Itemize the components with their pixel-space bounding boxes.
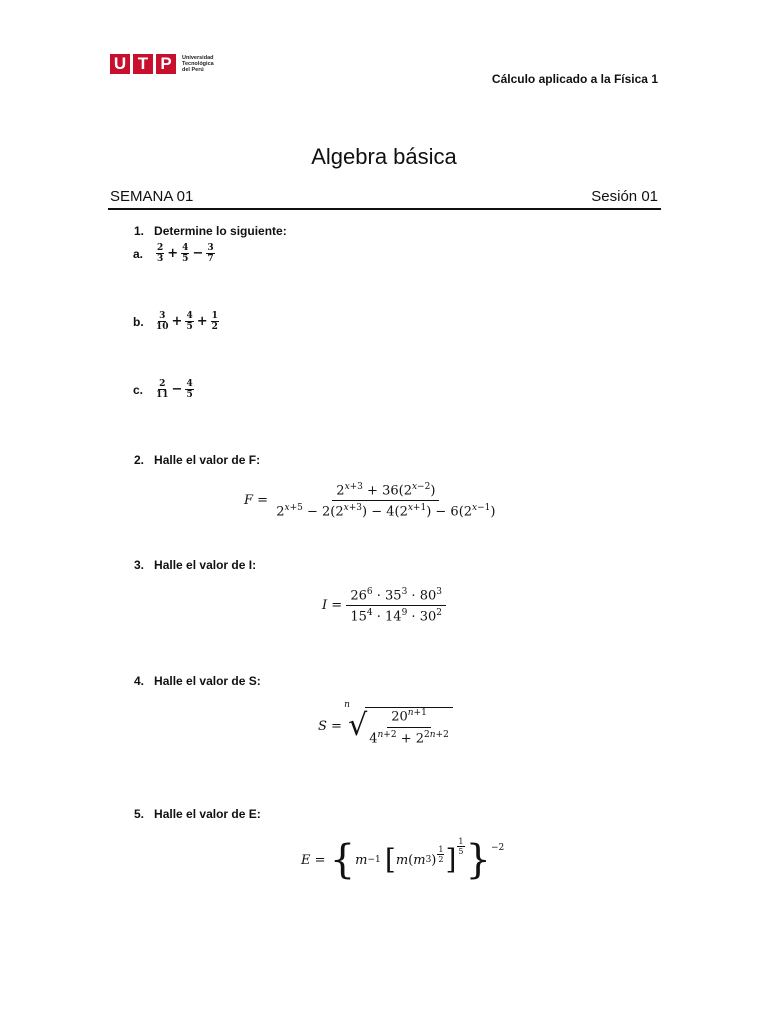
logo-letter-u: U (110, 54, 130, 74)
fraction: $\frac{4}{5}$ (182, 243, 189, 264)
fraction: $\frac{2}{3}$ (157, 243, 164, 264)
equation-s: S = n √ $\frac{20^{n+1}}{4^{n+2} + 2^{2n+2}}$ (318, 706, 453, 746)
fraction: $\frac{2}{11}$ (156, 379, 169, 400)
equation-e: E = { m −1 [ m ( m 3 ) $\frac{1}{2}$ ] $\frac{1}{5}$ } $^{-2}$ (301, 836, 505, 883)
question-5-heading: 5. Halle el valor de E: (134, 807, 261, 821)
logo-caption: Universidad Tecnológica del Perú (182, 55, 214, 73)
exercise-1a: a. $\frac{2}{3}$ + $\frac{4}{5}$ − $\frac{3}{7}$ (133, 243, 214, 264)
week-label: SEMANA 01 (110, 188, 194, 205)
page-title: Algebra básica (311, 144, 457, 169)
logo-letter-p: P (156, 54, 176, 74)
question-4-heading: 4. Halle el valor de S: (134, 674, 261, 688)
logo-letter-t: T (133, 54, 153, 74)
utp-logo (110, 54, 214, 74)
session-label: Sesión 01 (591, 188, 658, 205)
exercise-1c: c. $\frac{2}{11}$ − $\frac{4}{5}$ (133, 379, 193, 400)
fraction: $\frac{4}{5}$ (186, 379, 193, 400)
fraction: $\frac{3}{10}$ (156, 311, 169, 332)
header-rule (108, 208, 661, 210)
question-1-heading: 1. Determine lo siguiente: (134, 224, 287, 238)
fraction: $\frac{1}{2}$ (211, 311, 218, 332)
exercise-1b: b. $\frac{3}{10}$ + $\frac{4}{5}$ + $\frac{1}{2}$ (133, 311, 218, 332)
fraction: $\frac{4}{5}$ (186, 311, 193, 332)
question-3-heading: 3. Halle el valor de I: (134, 558, 257, 572)
question-2-heading: 2. Halle el valor de F: (134, 453, 261, 467)
course-name: Cálculo aplicado a la Física 1 (491, 72, 658, 86)
equation-f: F = $\frac{2^{x+3} + 36(2^{x-2})}{2^{x+5} - 2(2^{x+3}) - 4(2^{x+1}) - 6(2^{x-1})}$ (244, 482, 496, 520)
fraction: $\frac{3}{7}$ (207, 243, 214, 264)
equation-i: I = $\frac{26^6 \cdot 35^3 \cdot 80^3}{15^4 \cdot 14^9 \cdot 30^2}$ (322, 587, 446, 625)
